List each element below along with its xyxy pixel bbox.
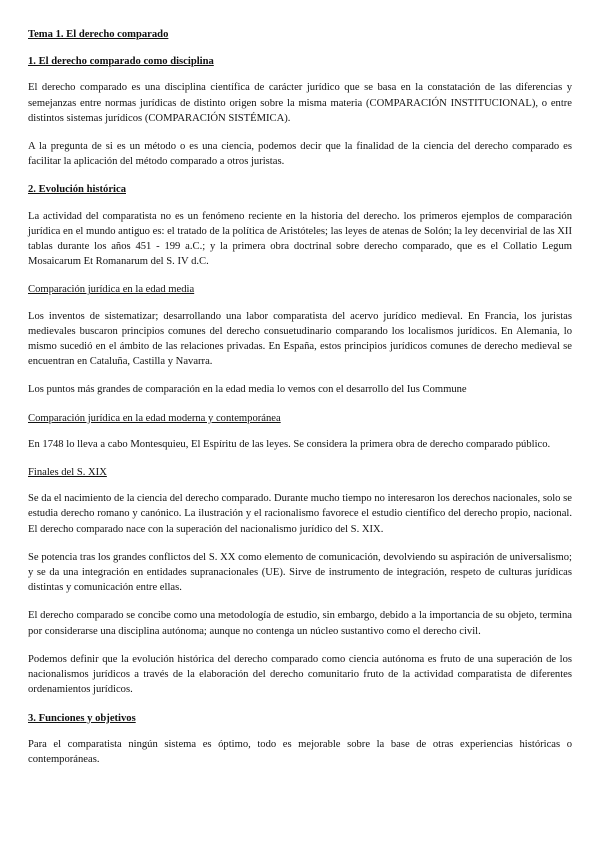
finales-xix-paragraph-4: Podemos definir que la evolución histórica del derecho comparado como ciencia autónoma es fruto de una superación de los nacionalismos jurídicos a través de la elaboración del derecho comunitario fruto de la actividad comparatista de diferentes ordenamientos jurídicos. <box>28 653 572 696</box>
edad-media-paragraph-2: Los puntos más grandes de comparación en la edad media lo vemos con el desarrollo del Ius Commune <box>28 384 467 396</box>
finales-xix-paragraph-1: Se da el nacimiento de la ciencia del derecho comparado. Durante mucho tiempo no interesaron los derechos nacionales, solo se estudia derecho romano y canónico. La ilustración y el racionalismo favorece el estudio científico del derecho propio, nacional. El derecho comparado nace con la superación del nacionalismo jurídico del S. XIX. <box>28 493 572 535</box>
finales-xix-paragraph-3: El derecho comparado se concibe como una metodología de estudio, sin embargo, debido a la importancia de su objeto, termina por considerarse una disciplina autónoma; aunque no contenga un núcleo sustantivo como el derecho civil. <box>28 610 572 637</box>
section-3-paragraph-1: Para el comparatista ningún sistema es óptimo, todo es mejorable sobre la base de otras experiencias históricas o contemporáneas. <box>28 738 572 765</box>
edad-media-paragraph-1: Los inventos de sistematizar; desarrollando una labor comparatista del acervo jurídico medieval. En Francia, los juristas medievales buscaron principios comunes del derecho consuetudinario comparando los localismos jurídicos. En Alemania, lo mismo sucedió en el ámbito de las relaciones privadas. En España, estos principios jurídicos comunes de derecho medieval se encuentran en Cataluña, Castilla y Navarra. <box>28 310 572 368</box>
section-2-paragraph-1: La actividad del comparatista no es un fenómeno reciente en la historia del derecho. los primeros ejemplos de comparación jurídica en el mundo antiguo es: el tratado de la política de Aristóteles; las leyes de atenas de Solón; la ley decenvirial de las XII tablas durante los años 451 - 199 a.C.; y la primera obra doctrinal sobre derecho comparado, que es el Collatio Legum Mosaicarum Et Romanarum del S. IV d.C. <box>28 210 572 268</box>
document-title: Tema 1. El derecho comparado <box>28 29 169 40</box>
subsection-heading-edad-media: Comparación jurídica en la edad media <box>28 284 195 296</box>
edad-moderna-paragraph-1: En 1748 lo lleva a cabo Montesquieu, El Espíritu de las leyes. Se considera la primera obra de derecho comparado público. <box>28 438 551 450</box>
section-heading-1: 1. El derecho comparado como disciplina <box>28 56 214 68</box>
subsection-heading-finales-xix: Finales del S. XIX <box>28 467 107 479</box>
section-1-paragraph-2: A la pregunta de si es un método o es una ciencia, podemos decir que la finalidad de la ciencia del derecho comparado es facilitar la aplicación del método comparado a otros juristas. <box>28 141 572 168</box>
section-1-paragraph-1: El derecho comparado es una disciplina científica de carácter jurídico que se basa en la constatación de las diferencias y semejanzas entre normas jurídicas de distinto origen sobre la misma materia (COMPARACIÓN INSTITUCIONAL), o entre distintos sistemas jurídicos (COMPARACIÓN SISTÉMICA). <box>28 82 572 124</box>
subsection-heading-edad-moderna: Comparación jurídica en la edad moderna y contemporánea <box>28 412 281 424</box>
finales-xix-paragraph-2: Se potencia tras los grandes conflictos del S. XX como elemento de comunicación, devolviendo su aspiración de universalismo; y se da una integración en entidades supranacionales (UE). Sirve de instrumento de integración, respeto de culturas jurídicas distintas y comunicación entre ellas. <box>28 551 572 594</box>
section-heading-3: 3. Funciones y objetivos <box>28 712 136 724</box>
section-heading-2: 2. Evolución histórica <box>28 184 126 196</box>
